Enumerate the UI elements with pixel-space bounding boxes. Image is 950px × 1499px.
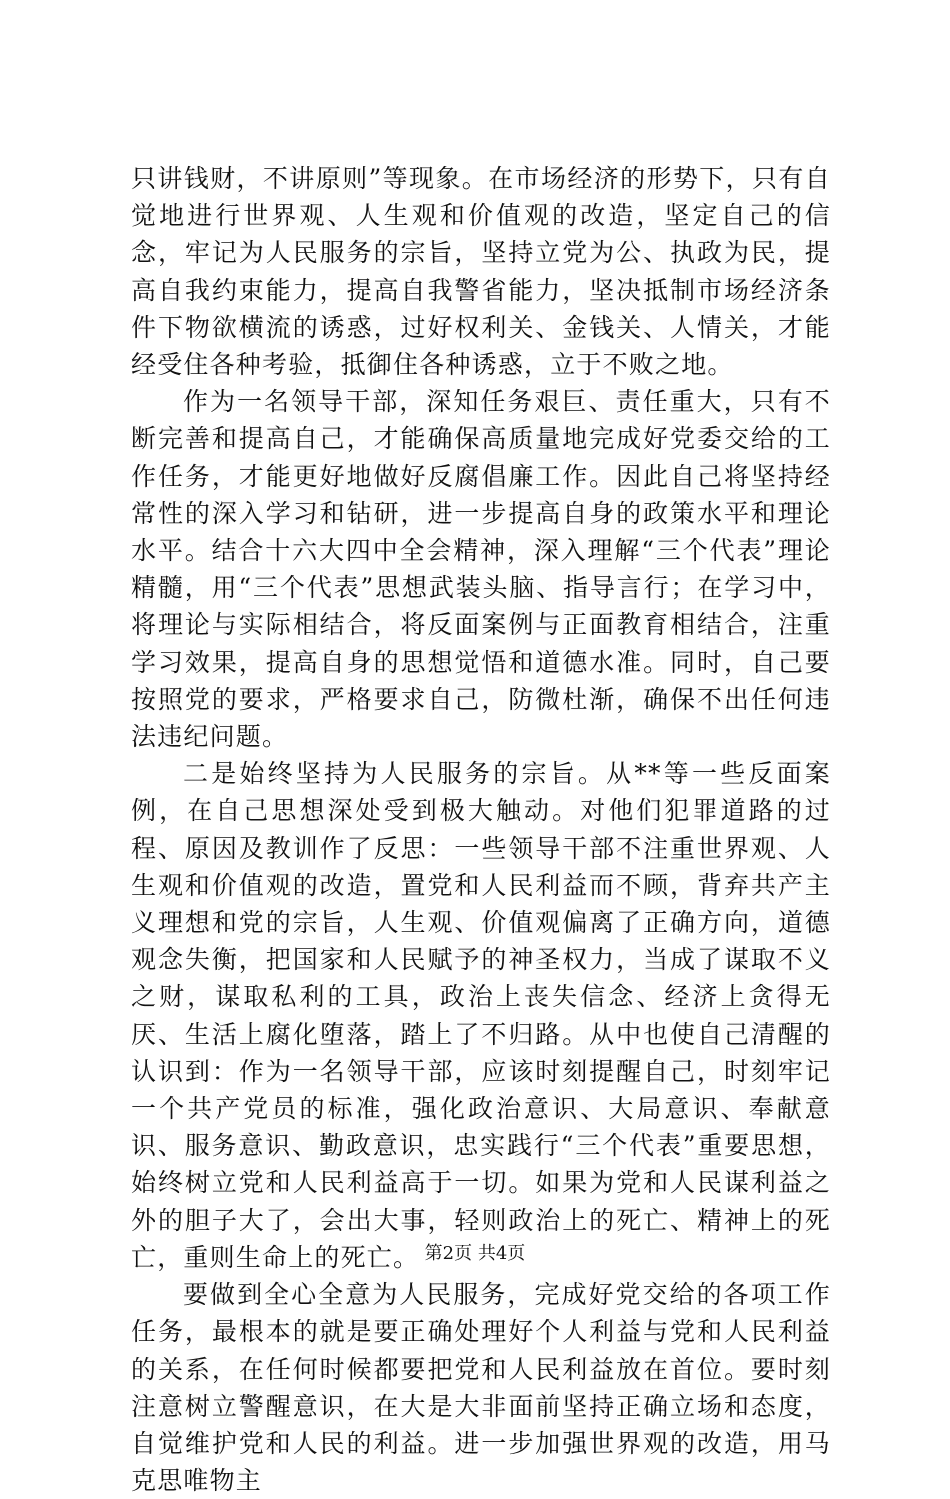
paragraph-4: 要做到全心全意为人民服务，完成好党交给的各项工作任务，最根本的就是要正确处理好个人利益与党和人民利益的关系，在任何时候都要把党和人民利益放在首位。要时刻注意树立警醒意识，在大是大非面前坚持正确立场和态度，自觉维护党和人民的利益。进一步加强世界观的改造，用马克思唯物主	[131, 1280, 831, 1496]
paragraph-3: 二是始终坚持为人民服务的宗旨。从**等一些反面案例，在自己思想深处受到极大触动。对他们犯罪道路的过程、原因及教训作了反思：一些领导干部不注重世界观、人生观和价值观的改造，置党和人民利益而不顾，背弃共产主义理想和党的宗旨，人生观、价值观偏离了正确方向，道德观念失衡，把国家和人民赋予的神圣权力，当成了谋取不义之财，谋取私利的工具，政治上丧失信念、经济上贪得无厌、生活上腐化堕落，踏上了不归路。从中也使自己清醒的认识到：作为一名领导干部，应该时刻提醒自己，时刻牢记一个共产党员的标准，强化政治意识、大局意识、奉献意识、服务意识、勤政意识，忠实践行“三个代表”重要思想，始终树立党和人民利益高于一切。如果为党和人民谋利益之外的胆子大了，会出大事，轻则政治上的死亡、精神上的死亡，重则生命上的死亡。	[131, 759, 831, 1272]
document-body	[131, 160, 831, 1499]
page-number-footer: 第2页 共4页	[424, 1243, 526, 1264]
paragraph-1: 只讲钱财，不讲原则”等现象。在市场经济的形势下，只有自觉地进行世界观、人生观和价值观的改造，坚定自己的信念，牢记为人民服务的宗旨，坚持立党为公、执政为民，提高自我约束能力，提高自我警省能力，坚决抵制市场经济条件下物欲横流的诱惑，过好权利关、金钱关、人情关，才能经受住各种考验，抵御住各种诱惑，立于不败之地。	[131, 164, 831, 380]
paragraph-2: 作为一名领导干部，深知任务艰巨、责任重大，只有不断完善和提高自己，才能确保高质量地完成好党委交给的工作任务，才能更好地做好反腐倡廉工作。因此自己将坚持经常性的深入学习和钻研，进一步提高自身的政策水平和理论水平。结合十六大四中全会精神，深入理解“三个代表”理论精髓，用“三个代表”思想武装头脑、指导言行；在学习中，将理论与实际相结合，将反面案例与正面教育相结合，注重学习效果，提高自身的思想觉悟和道德水准。同时，自己要按照党的要求，严格要求自己，防微杜渐，确保不出任何违法违纪问题。	[131, 387, 831, 752]
